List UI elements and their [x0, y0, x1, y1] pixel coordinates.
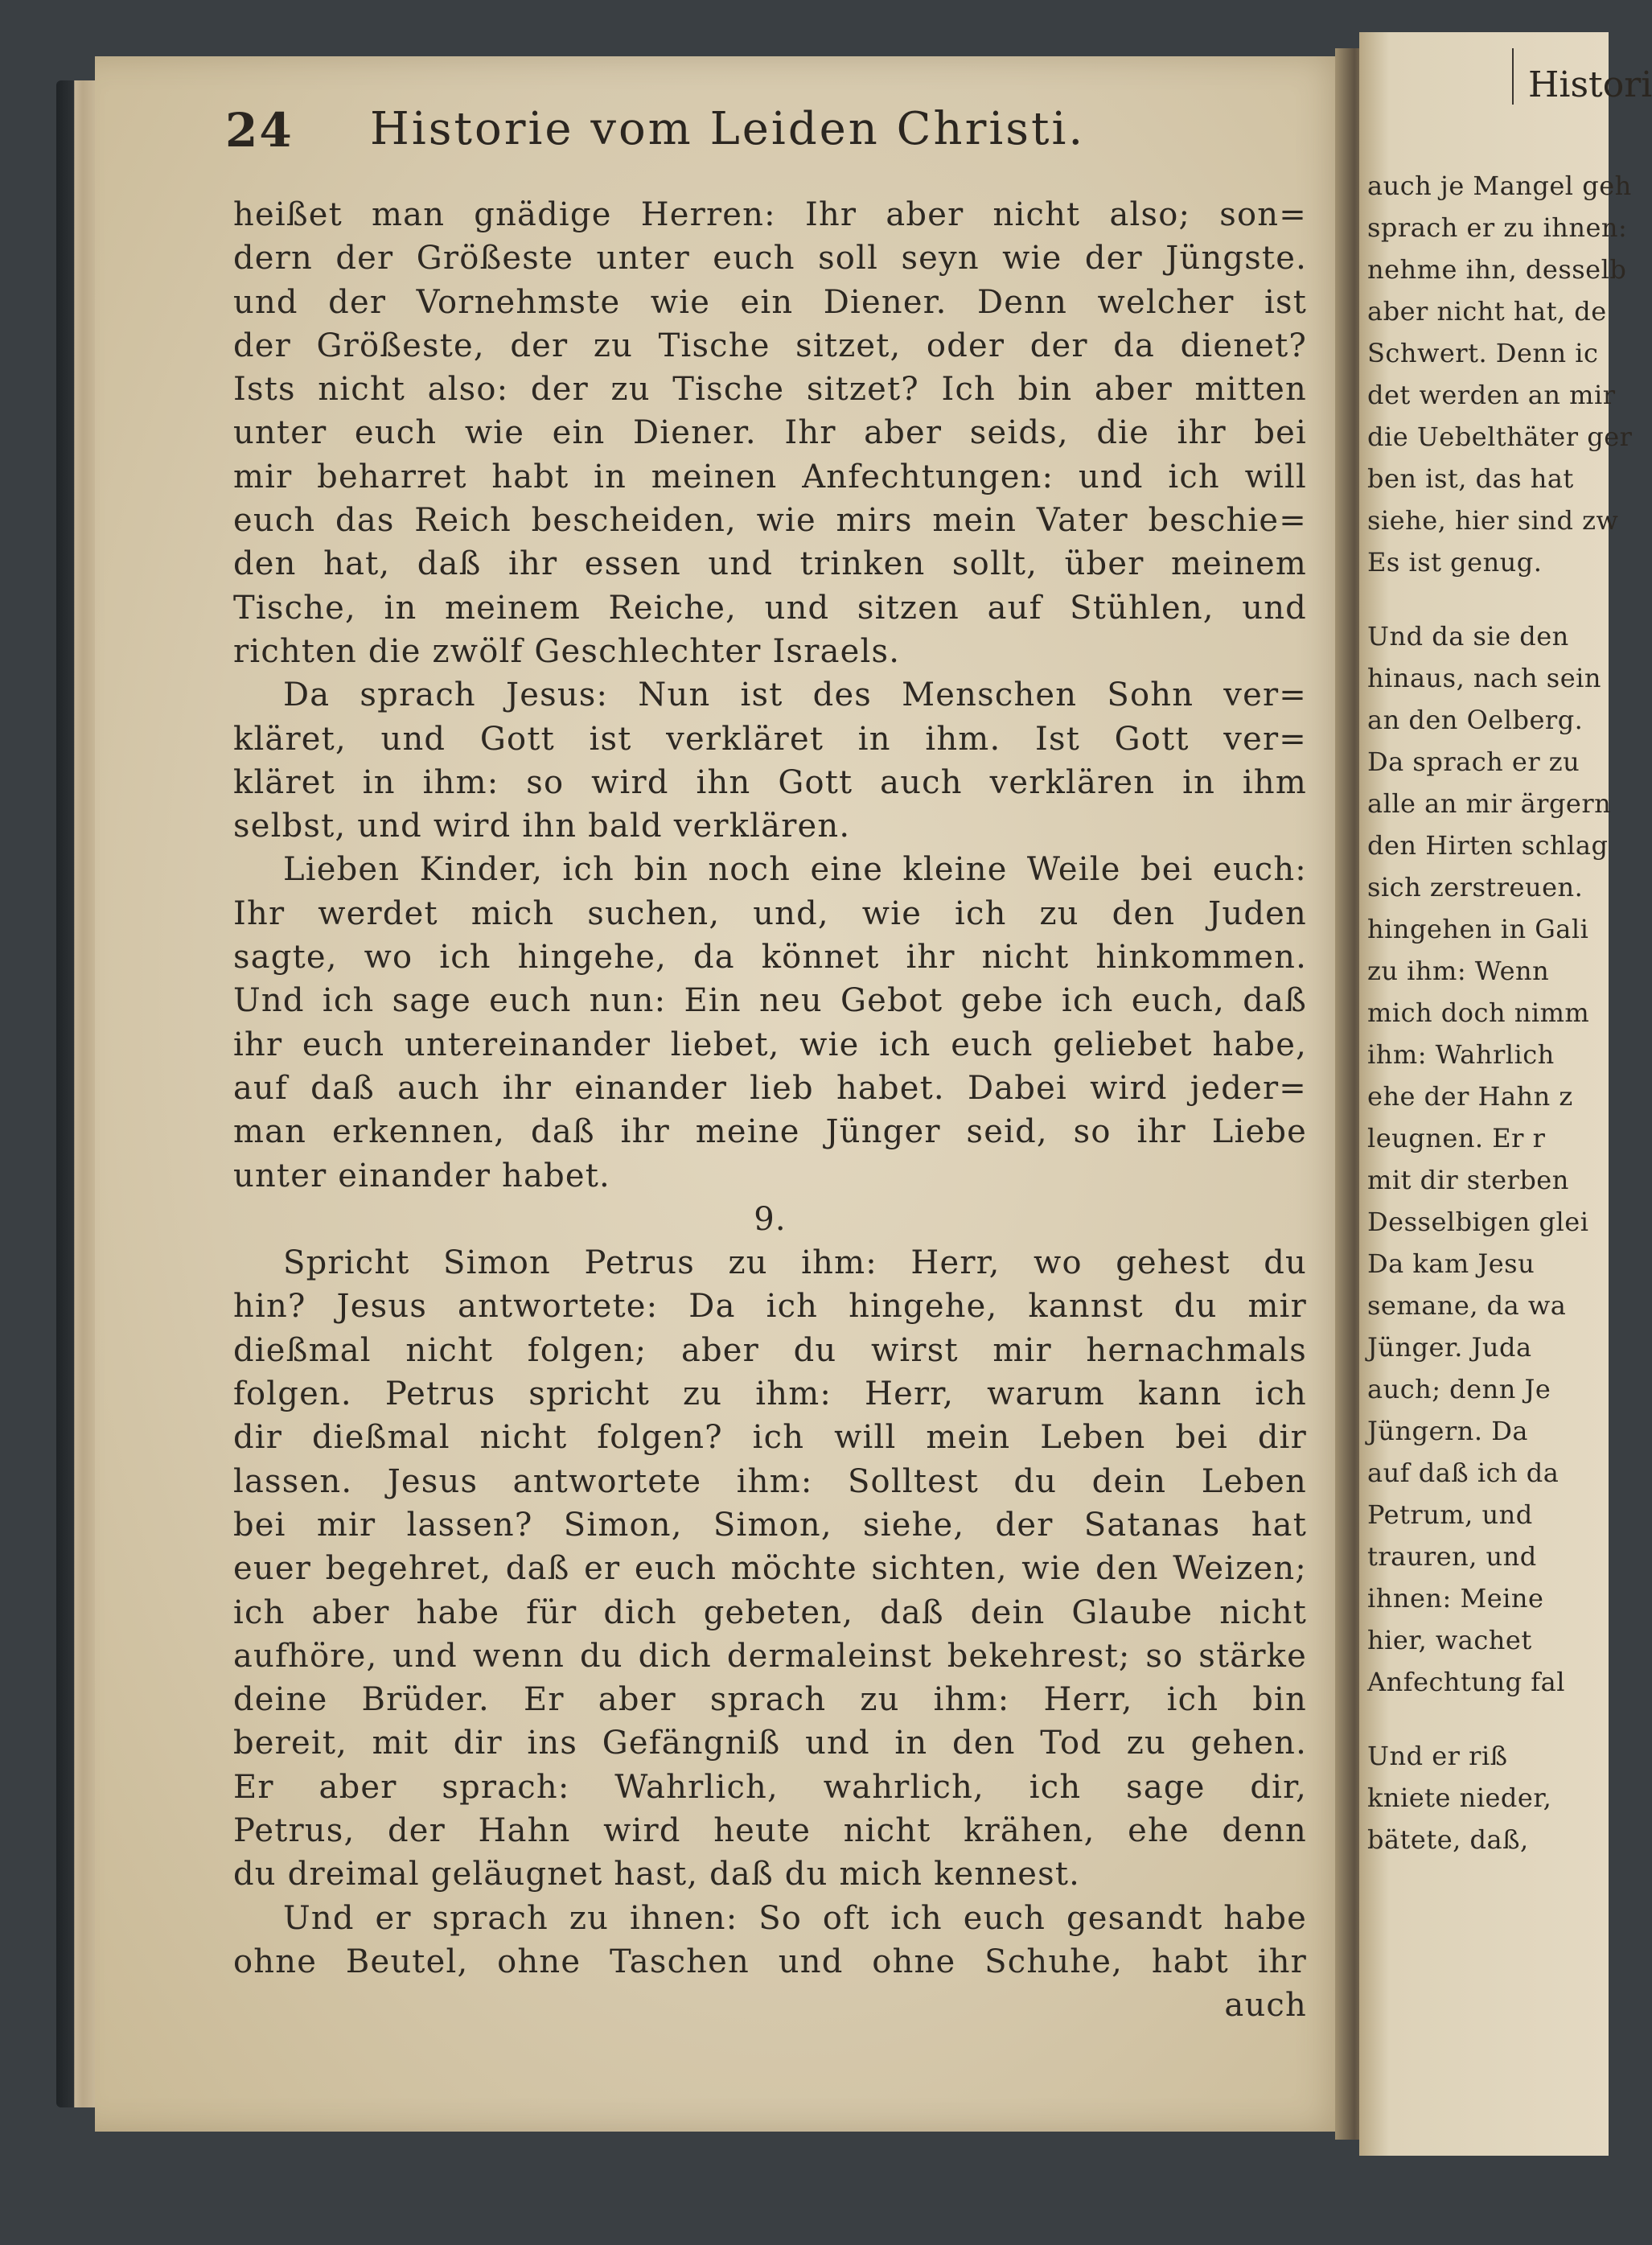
text-line: selbst, und wird ihn bald verklären. — [233, 808, 851, 845]
running-title: Historie vom Leiden Christi. — [370, 103, 1086, 155]
text-line: deine Brüder. Er aber sprach zu ihm: Herr, ich bin — [233, 1681, 1307, 1719]
text-line: Jüngern. Da — [1367, 1416, 1528, 1446]
text-line: auch; denn Je — [1367, 1374, 1551, 1404]
text-line: ehe der Hahn z — [1367, 1081, 1573, 1112]
text-line: trauren, und — [1367, 1541, 1537, 1572]
text-line: ich aber habe für dich gebeten, daß dein Glaube nicht — [233, 1593, 1307, 1631]
text-line: zu ihm: Wenn — [1367, 956, 1550, 986]
text-line: sprach er zu ihnen: — [1367, 212, 1628, 243]
text-line: ihr euch untereinander liebet, wie ich euch geliebet habe, — [233, 1026, 1307, 1063]
text-line: bätete, daß, — [1367, 1824, 1529, 1855]
text-line: Und da sie den — [1367, 621, 1569, 652]
text-line: siehe, hier sind zw — [1367, 505, 1619, 536]
text-line: mir beharret habt in meinen Anfechtungen: und ich will — [233, 458, 1307, 495]
text-line: 9. — [754, 1200, 787, 1238]
text-line: bereit, mit dir ins Gefängniß und in den Tod zu gehen. — [233, 1725, 1307, 1762]
text-line: richten die zwölf Geschlechter Israels. — [233, 632, 901, 670]
text-line: hinaus, nach sein — [1367, 663, 1601, 693]
text-line: Da sprach Jesus: Nun ist des Menschen Sohn ver= — [283, 676, 1307, 714]
text-line: die Uebelthäter ger — [1367, 421, 1633, 452]
text-line: heißet man gnädige Herren: Ihr aber nicht also; son= — [233, 196, 1307, 233]
text-line: alle an mir ärgern — [1367, 788, 1612, 819]
text-line: und der Vornehmste wie ein Diener. Denn welcher ist — [233, 283, 1307, 321]
text-line: Petrus, der Hahn wird heute nicht krähen, ehe denn — [233, 1811, 1307, 1849]
text-line: sich zerstreuen. — [1367, 872, 1584, 903]
text-line: Spricht Simon Petrus zu ihm: Herr, wo gehest du — [283, 1244, 1307, 1282]
text-line: mich doch nimm — [1367, 997, 1590, 1028]
text-line: unter euch wie ein Diener. Ihr aber seids, die ihr bei — [233, 414, 1307, 452]
text-line: Jünger. Juda — [1367, 1332, 1532, 1363]
text-line: Desselbigen glei — [1367, 1207, 1589, 1237]
text-line: folgen. Petrus spricht zu ihm: Herr, warum kann ich — [233, 1375, 1307, 1413]
text-line: an den Oelberg. — [1367, 705, 1584, 735]
text-line: Er aber sprach: Wahrlich, wahrlich, ich sage dir, — [233, 1768, 1307, 1806]
text-line: dern der Größeste unter euch soll seyn wie der Jüngste. — [233, 240, 1307, 278]
left-page-body-text — [233, 193, 1307, 2027]
text-line: hier, wachet — [1367, 1625, 1532, 1655]
text-line: nehme ihn, desselb — [1367, 254, 1627, 285]
text-line: den hat, daß ihr essen und trinken sollt, über meinem — [233, 545, 1307, 583]
text-line: hingehen in Gali — [1367, 914, 1589, 944]
text-line: auch — [1224, 1987, 1307, 2025]
text-line: euch das Reich bescheiden, wie mirs mein Vater beschie= — [233, 502, 1307, 540]
text-line: bei mir lassen? Simon, Simon, siehe, der Satanas hat — [233, 1506, 1307, 1544]
text-line: sagte, wo ich hingehe, da könnet ihr nicht hinkommen. — [233, 939, 1307, 977]
text-line: leugnen. Er r — [1367, 1123, 1546, 1153]
text-line: auch je Mangel geh — [1367, 171, 1632, 201]
text-line: Und er sprach zu ihnen: So oft ich euch gesandt habe — [283, 1899, 1307, 1937]
text-line: det werden an mir — [1367, 380, 1616, 410]
page-number: 24 — [225, 103, 294, 158]
text-line: Petrum, und — [1367, 1499, 1533, 1530]
text-line: man erkennen, daß ihr meine Jünger seid, so ihr Liebe — [233, 1113, 1307, 1151]
text-line: ihm: Wahrlich — [1367, 1039, 1555, 1070]
text-line: kläret in ihm: so wird ihn Gott auch verklären in ihm — [233, 763, 1307, 801]
right-page-body-text — [1367, 165, 1633, 1861]
text-line: Und er riß — [1367, 1741, 1508, 1771]
right-page-header-rule — [1512, 48, 1514, 105]
text-line: Und ich sage euch nun: Ein neu Gebot gebe ich euch, daß — [233, 982, 1307, 1020]
text-line: aber nicht hat, de — [1367, 296, 1607, 327]
text-line: der Größeste, der zu Tische sitzet, oder der da dienet? — [233, 327, 1307, 364]
page-block-edge — [56, 80, 101, 2107]
text-line: ohne Beutel, ohne Taschen und ohne Schuhe, habt ihr — [233, 1943, 1307, 1980]
text-line: Ists nicht also: der zu Tische sitzet? Ich bin aber mitten — [233, 371, 1307, 409]
text-line: aufhöre, und wenn du dich dermaleinst bekehrest; so stärke — [233, 1637, 1307, 1675]
text-line: den Hirten schlag — [1367, 830, 1609, 861]
text-line: kniete nieder, — [1367, 1782, 1552, 1813]
text-line: du dreimal geläugnet hast, daß du mich kennest. — [233, 1856, 1081, 1893]
text-line: Tische, in meinem Reiche, und sitzen auf Stühlen, und — [233, 589, 1307, 627]
text-line: kläret, und Gott ist verkläret in ihm. Ist Gott ver= — [233, 720, 1307, 758]
text-line: Es ist genug. — [1367, 547, 1543, 578]
text-line: Lieben Kinder, ich bin noch eine kleine Weile bei euch: — [283, 851, 1307, 889]
text-line: lassen. Jesus antwortete ihm: Solltest du dein Leben — [233, 1462, 1307, 1500]
left-page-header — [209, 88, 1295, 169]
text-line: auf daß ich da — [1367, 1458, 1560, 1488]
text-line: unter einander habet. — [233, 1157, 610, 1194]
text-line: semane, da wa — [1367, 1290, 1567, 1321]
text-line: Da sprach er zu — [1367, 746, 1580, 777]
text-line: mit dir sterben — [1367, 1165, 1569, 1195]
text-line: Anfechtung fal — [1367, 1667, 1565, 1697]
text-line: ben ist, das hat — [1367, 463, 1574, 494]
right-page-running-title: Histori — [1528, 64, 1652, 105]
text-line: hin? Jesus antwortete: Da ich hingehe, kannst du mir — [233, 1288, 1307, 1326]
text-line: dir dießmal nicht folgen? ich will mein Leben bei dir — [233, 1419, 1307, 1457]
text-line: Da kam Jesu — [1367, 1248, 1535, 1279]
text-line: ihnen: Meine — [1367, 1583, 1544, 1614]
text-line: euer begehret, daß er euch möchte sichten, wie den Weizen; — [233, 1550, 1307, 1588]
text-line: Schwert. Denn ic — [1367, 338, 1599, 368]
text-line: auf daß auch ihr einander lieb habet. Dabei wird jeder= — [233, 1069, 1307, 1107]
text-line: Ihr werdet mich suchen, und, wie ich zu den Juden — [233, 894, 1307, 932]
text-line: dießmal nicht folgen; aber du wirst mir hernachmals — [233, 1331, 1307, 1369]
